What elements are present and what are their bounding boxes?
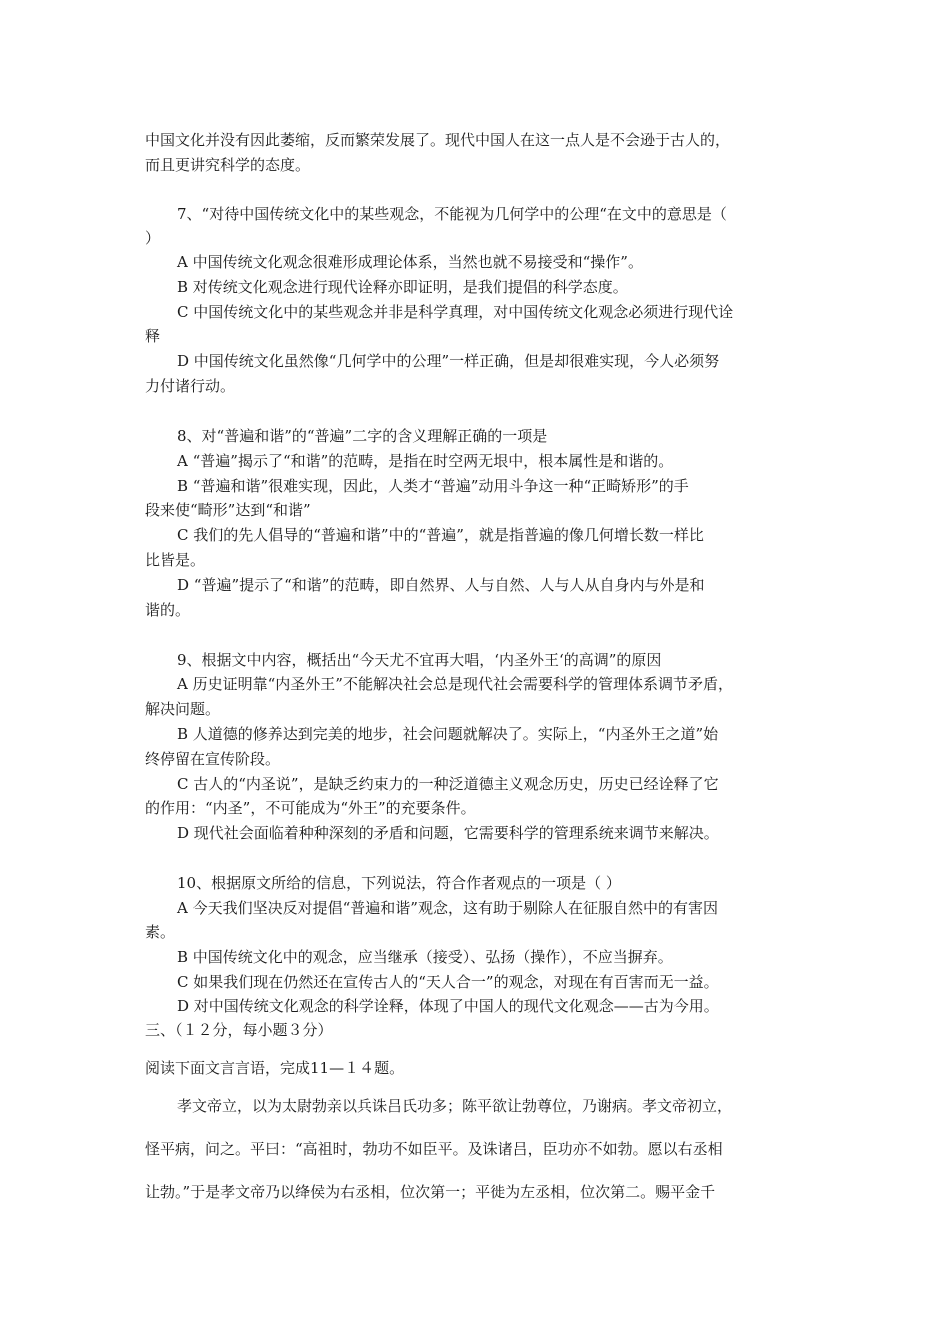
q10-option-d: D 对中国传统文化观念的科学诠释，体现了中国人的现代文化观念——古为今用。 — [177, 997, 719, 1015]
q9-option-a-continued: 解决问题。 — [145, 700, 221, 718]
q10-option-b: B 中国传统文化中的观念，应当继承（接受）、弘扬（操作），不应当摒弃。 — [177, 948, 673, 966]
classical-passage-line-2: 怪平病，问之。平曰：“高祖时，勃功不如臣平。及诛诸吕，臣功亦不如勃。愿以右丞相 — [145, 1140, 723, 1158]
q9-option-b: B 人道德的修养达到完美的地步，社会问题就解决了。实际上，“内圣外王之道”始 — [177, 725, 719, 743]
classical-passage-line-1: 孝文帝立，以为太尉勃亲以兵诛吕氏功多；陈平欲让勃尊位，乃谢病。孝文帝初立， — [177, 1097, 733, 1115]
q8-option-b: B “普遍和谐”很难实现，因此，人类才“普遍”动用斗争这一种“正畸矫形”的手 — [177, 477, 689, 495]
q7-option-c: C 中国传统文化中的某些观念并非是科学真理，对中国传统文化观念必须进行现代诠 — [177, 303, 734, 321]
q7-stem: 7、“对待中国传统文化中的某些观念，不能视为几何学中的公理“在文中的意思是（ — [177, 205, 727, 223]
section-3-instruction: 阅读下面文言言语，完成11—１４题。 — [145, 1059, 405, 1077]
q9-stem: 9、根据文中内容，概括出“今天尤不宜再大唱，‘内圣外王‘的高调”的原因 — [177, 651, 662, 669]
q9-option-a: A 历史证明靠“内圣外王”不能解决社会总是现代社会需要科学的管理体系调节矛盾， — [177, 675, 733, 693]
q7-option-b: B 对传统文化观念进行现代诠释亦即证明，是我们提倡的科学态度。 — [177, 278, 628, 296]
q10-option-a: A 今天我们坚决反对提倡“普遍和谐”观念，这有助于剔除人在征服自然中的有害因 — [177, 899, 718, 917]
intro-line-1: 中国文化并没有因此萎缩，反而繁荣发展了。现代中国人在这一点人是不会逊于古人的， — [145, 131, 731, 149]
q7-option-d-continued: 力付诸行动。 — [145, 377, 236, 395]
intro-line-2: 而且更讲究科学的态度。 — [145, 156, 311, 174]
q8-option-d-continued: 谐的。 — [145, 601, 191, 619]
q7-stem-continued: ） — [145, 229, 161, 247]
q8-option-c-continued: 比皆是。 — [145, 551, 206, 569]
q8-stem: 8、对“普遍和谐”的“普遍”二字的含义理解正确的一项是 — [177, 427, 548, 445]
classical-passage-line-3: 让勃。”于是孝文帝乃以绛侯为右丞相，位次第一；平徙为左丞相，位次第二。赐平金千 — [145, 1183, 716, 1201]
q8-option-d: D “普遍”提示了“和谐”的范畴，即自然界、人与自然、人与人从自身内与外是和 — [177, 576, 705, 594]
q7-option-a: A 中国传统文化观念很难形成理论体系，当然也就不易接受和“操作”。 — [177, 253, 643, 271]
q9-option-d: D 现代社会面临着种种深刻的矛盾和问题，它需要科学的管理系统来调节来解决。 — [177, 824, 719, 842]
q7-option-d: D 中国传统文化虽然像“几何学中的公理”一样正确，但是却很难实现，今人必须努 — [177, 352, 720, 370]
section-3-heading: 三、（１２分，每小题３分） — [145, 1021, 333, 1039]
q9-option-b-continued: 终停留在宣传阶段。 — [145, 750, 281, 768]
q8-option-c: C 我们的先人倡导的“普遍和谐”中的“普遍”，就是指普遍的像几何增长数一样比 — [177, 526, 704, 544]
q8-option-b-continued: 段来使“畸形”达到“和谐” — [145, 501, 311, 519]
q10-option-c: C 如果我们现在仍然还在宣传古人的“天人合一”的观念，对现在有百害而无一益。 — [177, 973, 719, 991]
q9-option-c: C 古人的“内圣说”，是缺乏约束力的一种泛道德主义观念历史，历史已经诠释了它 — [177, 775, 719, 793]
q8-option-a: A “普遍”揭示了“和谐”的范畴，是指在时空两无垠中，根本属性是和谐的。 — [177, 452, 674, 470]
q9-option-c-continued: 的作用：“内圣”，不可能成为“外王”的充要条件。 — [145, 799, 476, 817]
q7-option-c-continued: 释 — [145, 327, 161, 345]
q10-option-a-continued: 素。 — [145, 923, 176, 941]
q10-stem: 10、根据原文所给的信息，下列说法，符合作者观点的一项是（ ） — [177, 874, 621, 892]
